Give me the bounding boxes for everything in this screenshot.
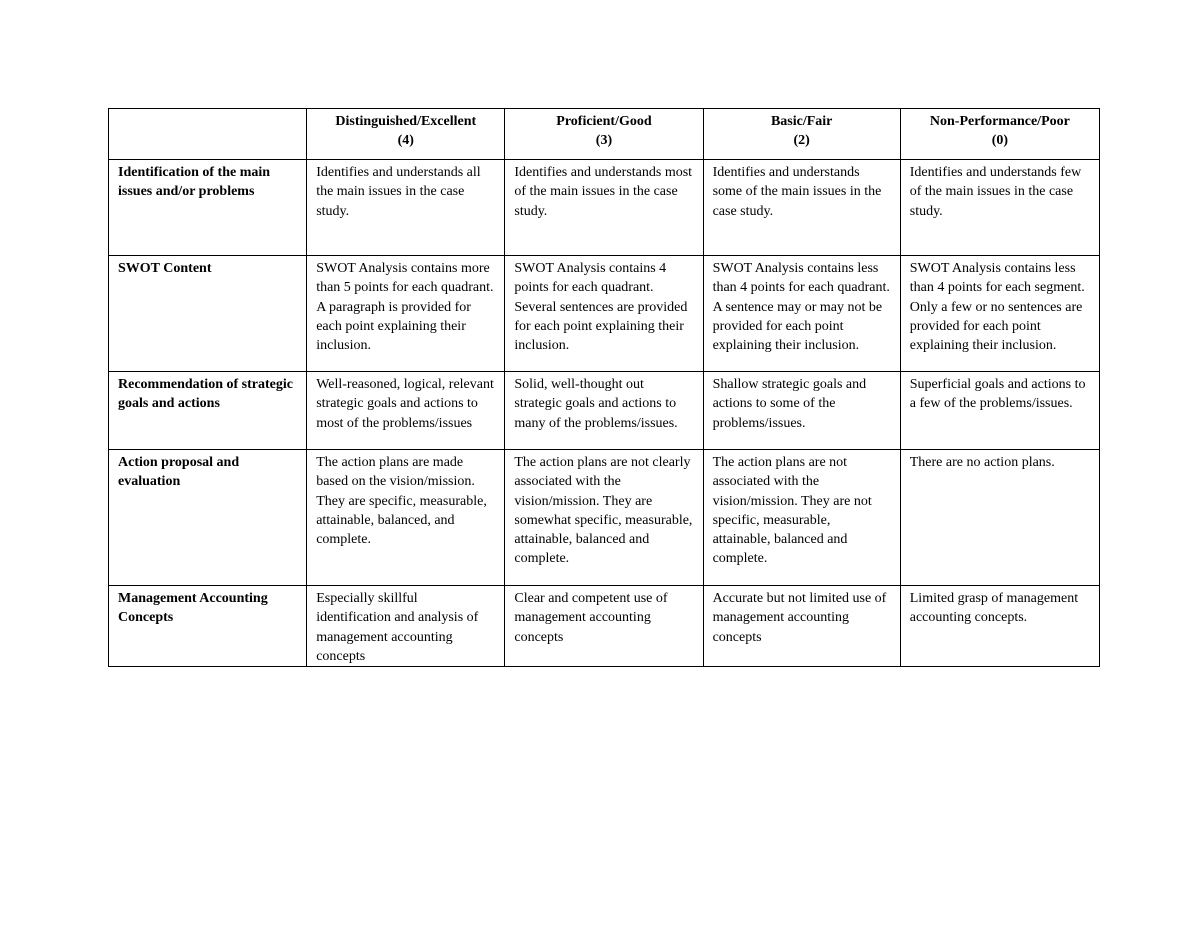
rubric-table [108,108,1100,667]
rubric-cell: The action plans are not associated with the vision/mission. They are not specific, measurable, attainable, balanced and complete. [703,450,900,586]
level-name: Proficient/Good [556,114,652,129]
rubric-cell: Limited grasp of management accounting concepts. [900,586,1099,667]
criterion-cell: Identification of the main issues and/or problems [109,160,307,256]
criterion-cell: SWOT Content [109,256,307,372]
table-row [109,256,1100,372]
level-score: (2) [793,133,810,149]
header-row [109,109,1100,160]
rubric-cell: Superficial goals and actions to a few of the problems/issues. [900,372,1099,450]
rubric-cell: Identifies and understands some of the main issues in the case study. [703,160,900,256]
rubric-cell: Identifies and understands all the main issues in the case study. [307,160,505,256]
rubric-cell: Especially skillful identification and analysis of management accounting concepts [307,586,505,667]
level-header-poor [900,109,1099,160]
criterion-cell: Recommendation of strategic goals and actions [109,372,307,450]
rubric-cell: SWOT Analysis contains less than 4 points for each segment. Only a few or no sentences are provided for each point explaining their inclusion. [900,256,1099,372]
criterion-cell: Action proposal and evaluation [109,450,307,586]
rubric-cell: Clear and competent use of management accounting concepts [505,586,703,667]
rubric-cell: Shallow strategic goals and actions to some of the problems/issues. [703,372,900,450]
corner-cell [109,109,307,160]
level-score: (4) [397,133,414,149]
level-name: Distinguished/Excellent [335,114,477,129]
table-row [109,586,1100,667]
criterion-cell: Management Accounting Concepts [109,586,307,667]
rubric-cell: Identifies and understands few of the main issues in the case study. [900,160,1099,256]
rubric-cell: Accurate but not limited use of management accounting concepts [703,586,900,667]
rubric-cell: The action plans are not clearly associated with the vision/mission. They are somewhat specific, measurable, attainable, balanced and complete. [505,450,703,586]
rubric-cell: There are no action plans. [900,450,1099,586]
rubric-cell: The action plans are made based on the vision/mission. They are specific, measurable, attainable, balanced, and complete. [307,450,505,586]
level-score: (3) [595,133,613,149]
level-header-excellent [307,109,505,160]
level-score: (0) [991,133,1009,149]
rubric-cell: SWOT Analysis contains 4 points for each quadrant. Several sentences are provided for each point explaining their inclusion. [505,256,703,372]
rubric-cell: Well-reasoned, logical, relevant strategic goals and actions to most of the problems/issues [307,372,505,450]
level-name: Basic/Fair [770,114,833,129]
rubric-cell: Identifies and understands most of the main issues in the case study. [505,160,703,256]
rubric-cell: SWOT Analysis contains less than 4 points for each quadrant. A sentence may or may not be provided for each point explaining their inclusion. [703,256,900,372]
table-row [109,450,1100,586]
level-name: Non-Performance/Poor [929,114,1070,129]
level-header-good [505,109,703,160]
rubric-cell: SWOT Analysis contains more than 5 points for each quadrant. A paragraph is provided for each point explaining their inclusion. [307,256,505,372]
rubric-cell: Solid, well-thought out strategic goals and actions to many of the problems/issues. [505,372,703,450]
level-header-fair [703,109,900,160]
table-row [109,372,1100,450]
table-row [109,160,1100,256]
